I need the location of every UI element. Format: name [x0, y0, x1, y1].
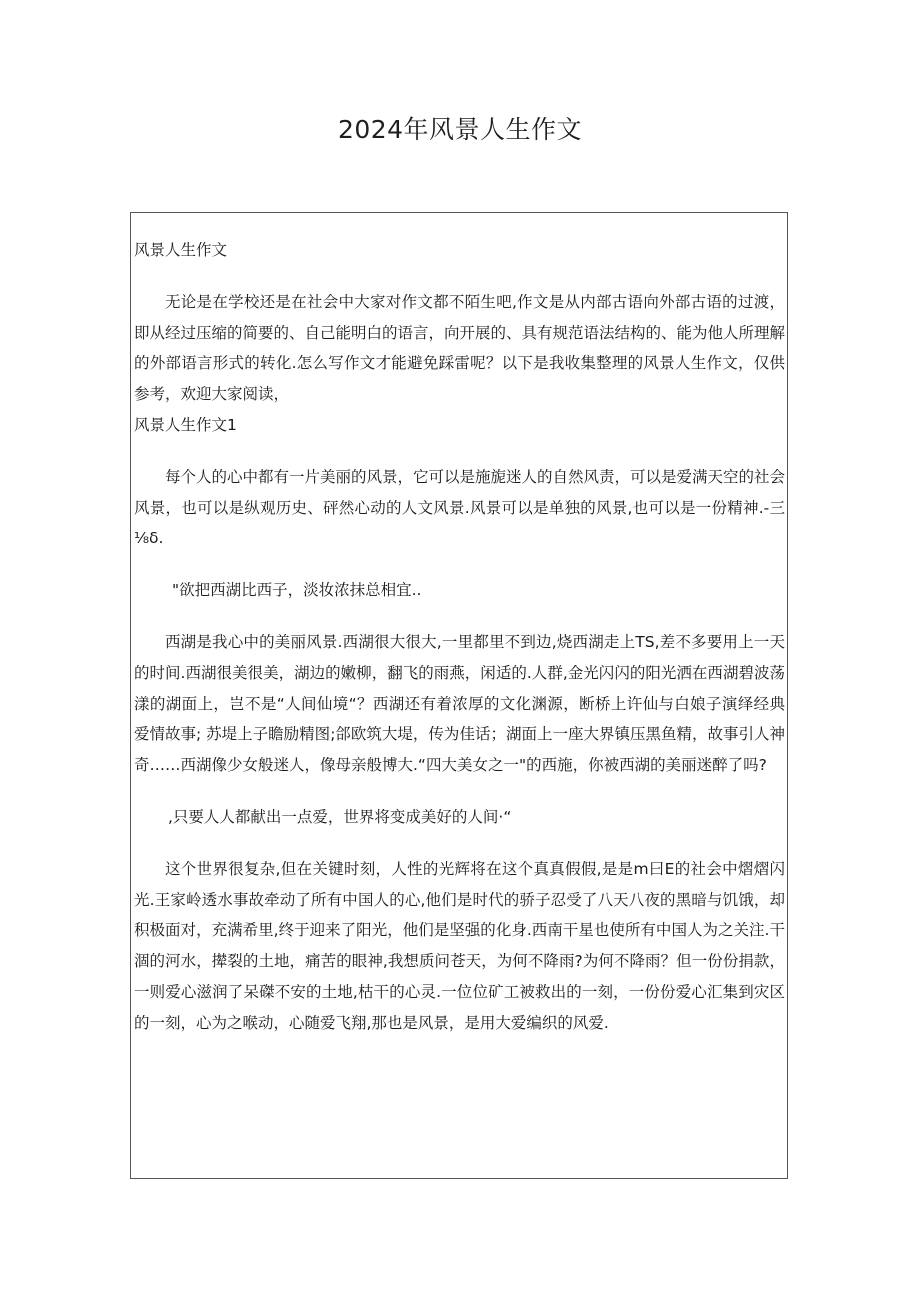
body-paragraph-4: ,只要人人都献出一点爱，世界将变成美好的人间·“: [168, 807, 512, 826]
intro-paragraph: 无论是在学校还是在社会中大家对作文都不陌生吧,作文是从内部古语向外部古语的过渡，即从经过压缩的简要的、自己能明白的语言，向开展的、具有规范语法结构的、能为他人所理解的外部语言形式的转化.怎么写作文才能避免踩雷呢？以下是我收集整理的风景人生作文，仅供参考，欢迎大家阅读，: [134, 292, 786, 404]
paragraph-gap: [134, 441, 785, 462]
paragraph-gap: [134, 833, 785, 854]
paragraph-gap: [134, 266, 785, 287]
paragraph-gap: [134, 554, 785, 575]
body-paragraph-5: 这个世界很复杂,但在关键时刻，人性的光辉将在这个真真假假,是是m曰E的社会中熠熠闪光.王家岭透水事故牵动了所有中国人的心,他们是时代的骄子忍受了八天八夜的黑暗与饥饿，却积极面对，充满希里,终于迎来了阳光，他们是坚强的化身.西南干星也使所有中国人为之关注.干涸的河水，撵裂的土地，痛苦的眼神,我想质问苍天，为何不降雨?为何不降雨？但一份份捐款，一则爱心滋润了呆磔不安的土地,枯干的心灵.一位位矿工被救出的一刻，一份份爱心汇集到灾区的一刻，心为之喉动，心随爱飞翔,那也是风景，是用大爱编织的风爱.: [134, 859, 785, 1032]
paragraph-gap: [134, 606, 785, 627]
article-body: [130, 212, 788, 1179]
body-paragraph-2: "欲把西湖比西子，淡妆浓抹总相宜..: [172, 581, 422, 600]
essay-title: 风景人生作文1: [134, 415, 237, 434]
article-heading: 风景人生作文: [134, 241, 228, 259]
paragraph-gap: [134, 781, 785, 802]
body-paragraph-3: 西湖是我心中的美丽风景.西湖很大很大,一里都里不到边,烧西湖走上TS,差不多要用上一天的时间.西湖很美很美，湖边的嫩柳，翻飞的雨燕，闲适的.人群,金光闪闪的阳光洒在西湖碧波荡漾的湖面上，岂不是“人间仙境“？西湖还有着浓厚的文化渊源，断桥上许仙与白娘子演绎经典爱情故事; 苏堤上子瞻励精图;郃欧筑大堤，传为佳话；湖面上一座大界镇压黑鱼精，故事引人神奇……西湖像少女般迷人，像母亲般博大.“四大美女之一"的西施，你被西湖的美丽迷醉了吗?: [134, 632, 785, 775]
document-title: 2024年风景人生作文: [337, 115, 583, 144]
body-paragraph-1: 每个人的心中都有一片美丽的风景，它可以是施旎迷人的自然风责，可以是爱满天空的社会风景，也可以是纵观历史、砰然心动的人文风景.风景可以是单独的风景,也可以是一份精神.-三⅛δ.: [134, 467, 786, 548]
